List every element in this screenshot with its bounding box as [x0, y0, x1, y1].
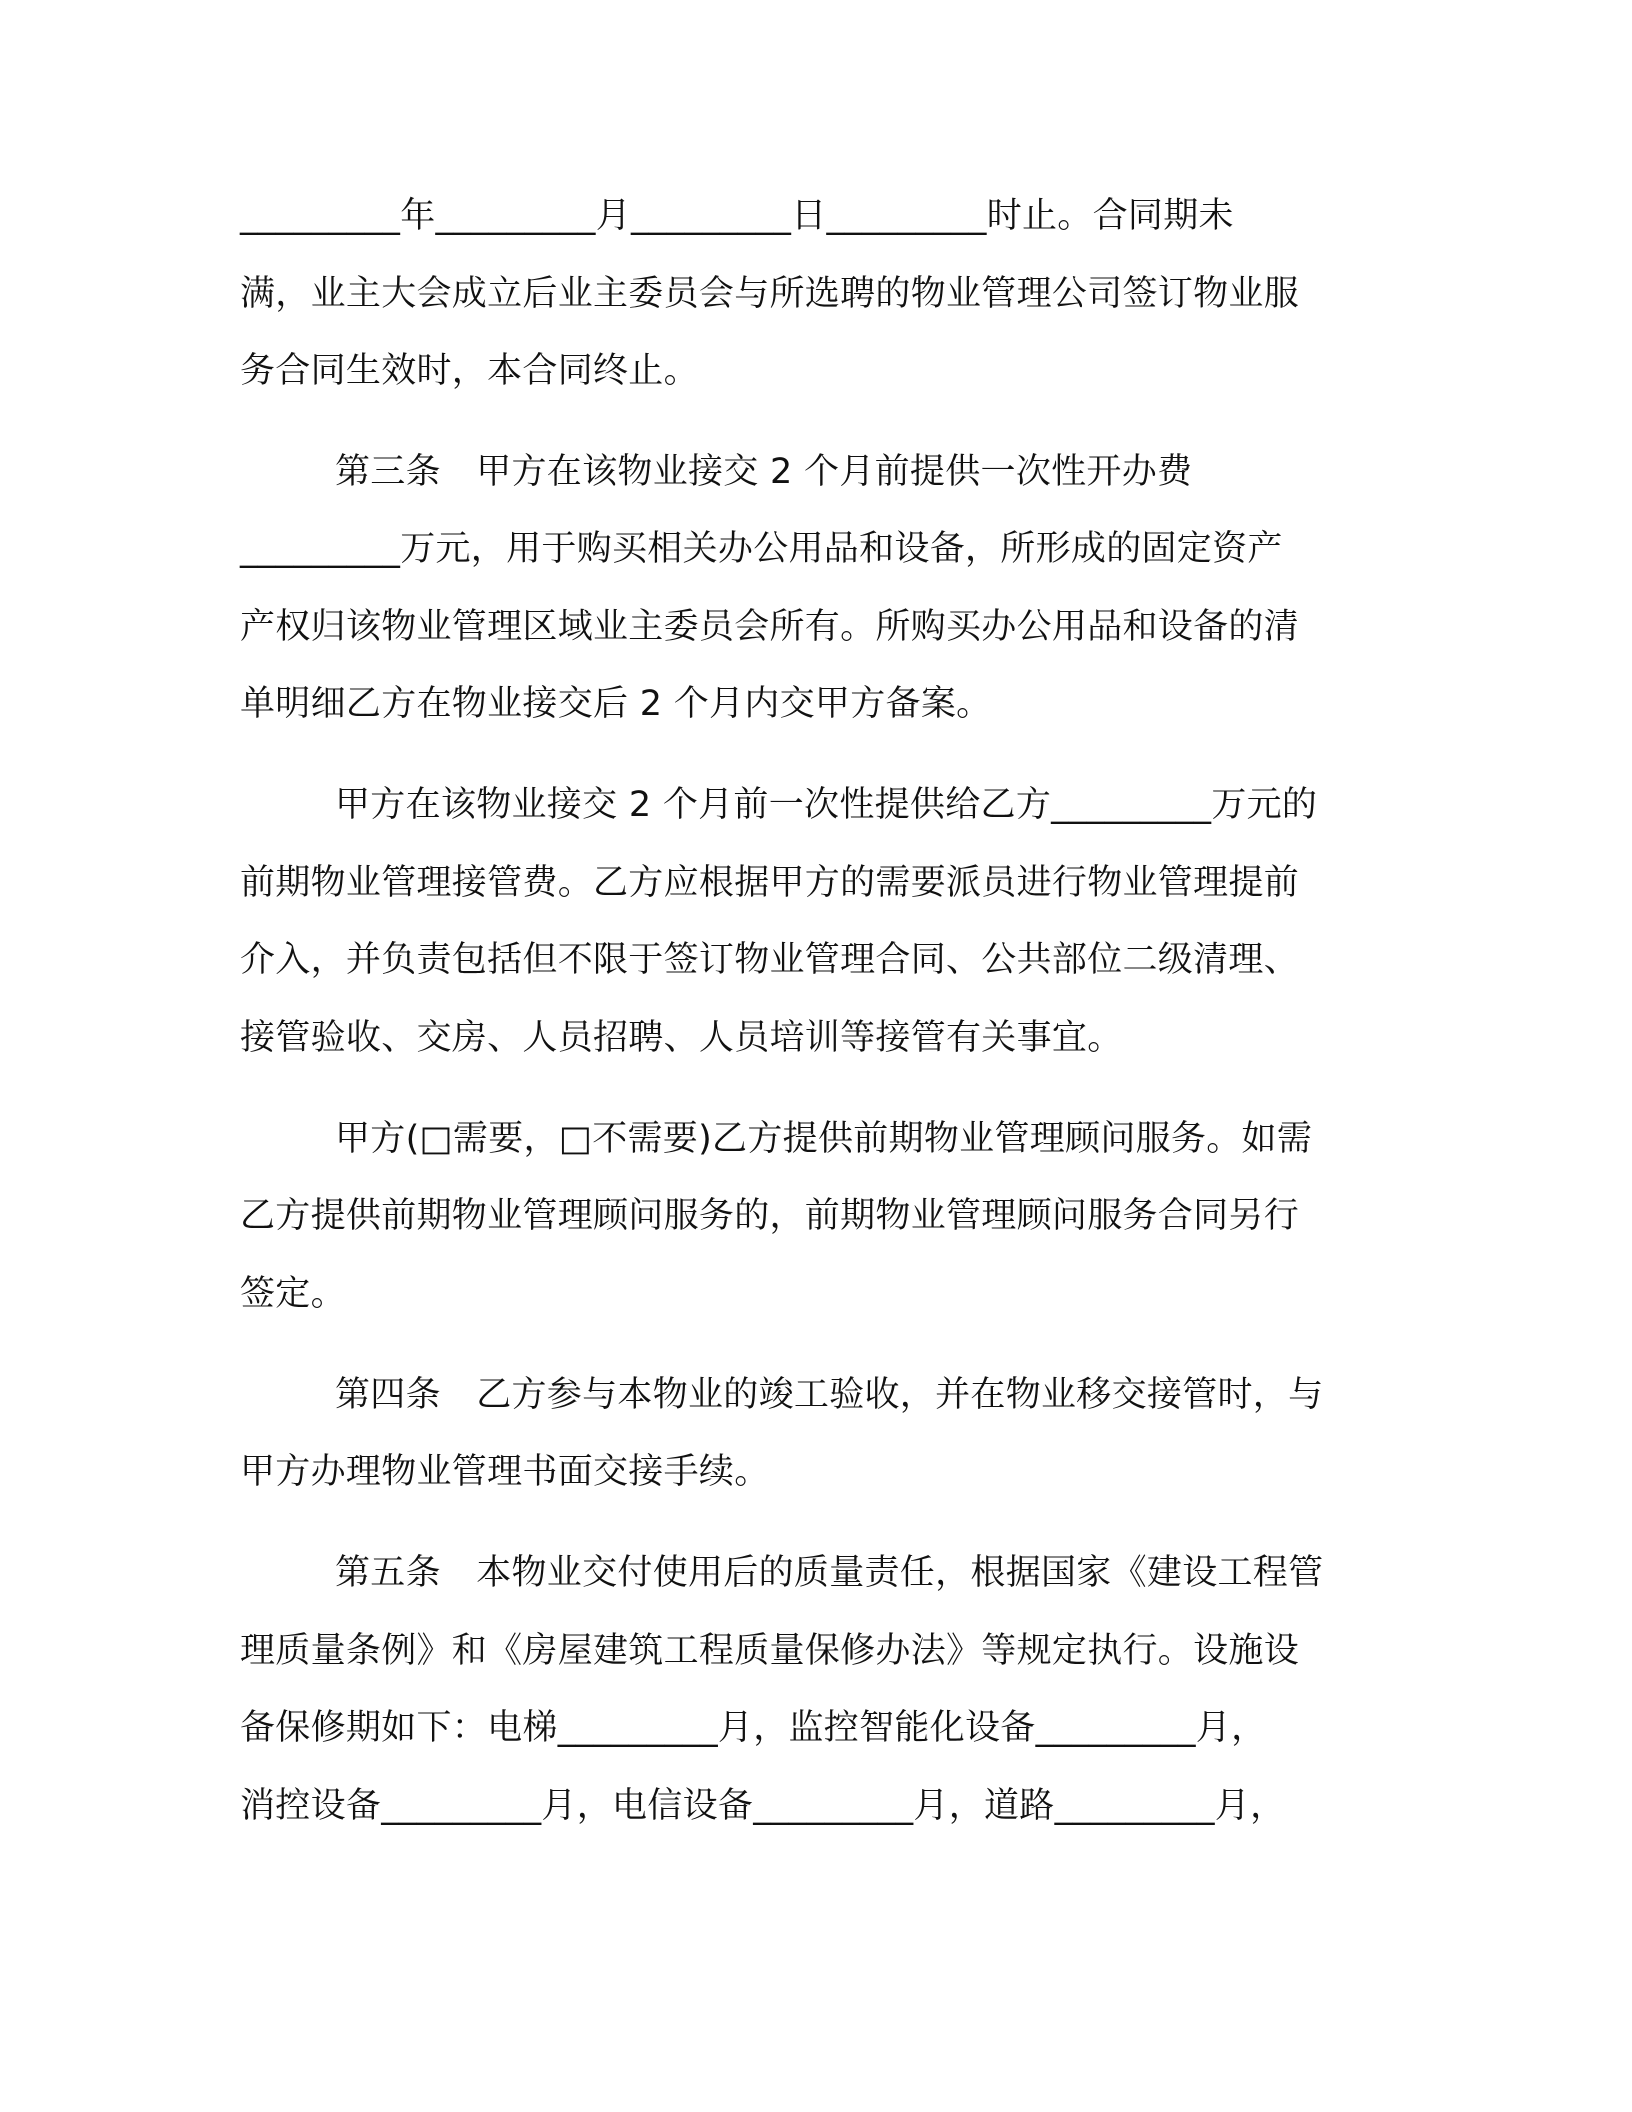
text-line: 务合同生效时，本合同终止。: [240, 351, 699, 391]
text-line: 接管验收、交房、人员招聘、人员培训等接管有关事宜。: [240, 1018, 1123, 1058]
article-3-heading-line: 第三条 甲方在该物业接交 2 个月前提供一次性开办费: [335, 452, 1193, 492]
text-line: _________年_________月_________日_________时止。合同期未: [240, 196, 1234, 236]
text-line: 前期物业管理接管费。乙方应根据甲方的需要派员进行物业管理提前: [240, 863, 1300, 903]
article-4-heading-line: 第四条 乙方参与本物业的竣工验收，并在物业移交接管时，与: [335, 1375, 1324, 1415]
paragraph-start-line: 甲方在该物业接交 2 个月前一次性提供给乙方_________万元的: [335, 785, 1318, 825]
text-line: 单明细乙方在物业接交后 2 个月内交甲方备案。: [240, 684, 992, 724]
text-line: 介入，并负责包括但不限于签订物业管理合同、公共部位二级清理、: [240, 940, 1300, 980]
text-line: _________万元，用于购买相关办公用品和设备，所形成的固定资产: [240, 529, 1283, 569]
text-line: 理质量条例》和《房屋建筑工程质量保修办法》等规定执行。设施设: [240, 1631, 1300, 1671]
text-line: 满，业主大会成立后业主委员会与所选聘的物业管理公司签订物业服: [240, 274, 1300, 314]
article-5-heading-line: 第五条 本物业交付使用后的质量责任，根据国家《建设工程管: [335, 1553, 1324, 1593]
text-line: 产权归该物业管理区域业主委员会所有。所购买办公用品和设备的清: [240, 607, 1300, 647]
text-line: 备保修期如下：电梯_________月，监控智能化设备_________月，: [240, 1708, 1267, 1748]
text-line: 签定。: [240, 1274, 346, 1314]
paragraph-start-line: 甲方(□需要，□不需要)乙方提供前期物业管理顾问服务。如需: [335, 1119, 1313, 1159]
text-line: 甲方办理物业管理书面交接手续。: [240, 1452, 770, 1492]
text-line: 乙方提供前期物业管理顾问服务的，前期物业管理顾问服务合同另行: [240, 1196, 1300, 1236]
text-line: 消控设备_________月，电信设备_________月，道路_________月，: [240, 1786, 1286, 1826]
